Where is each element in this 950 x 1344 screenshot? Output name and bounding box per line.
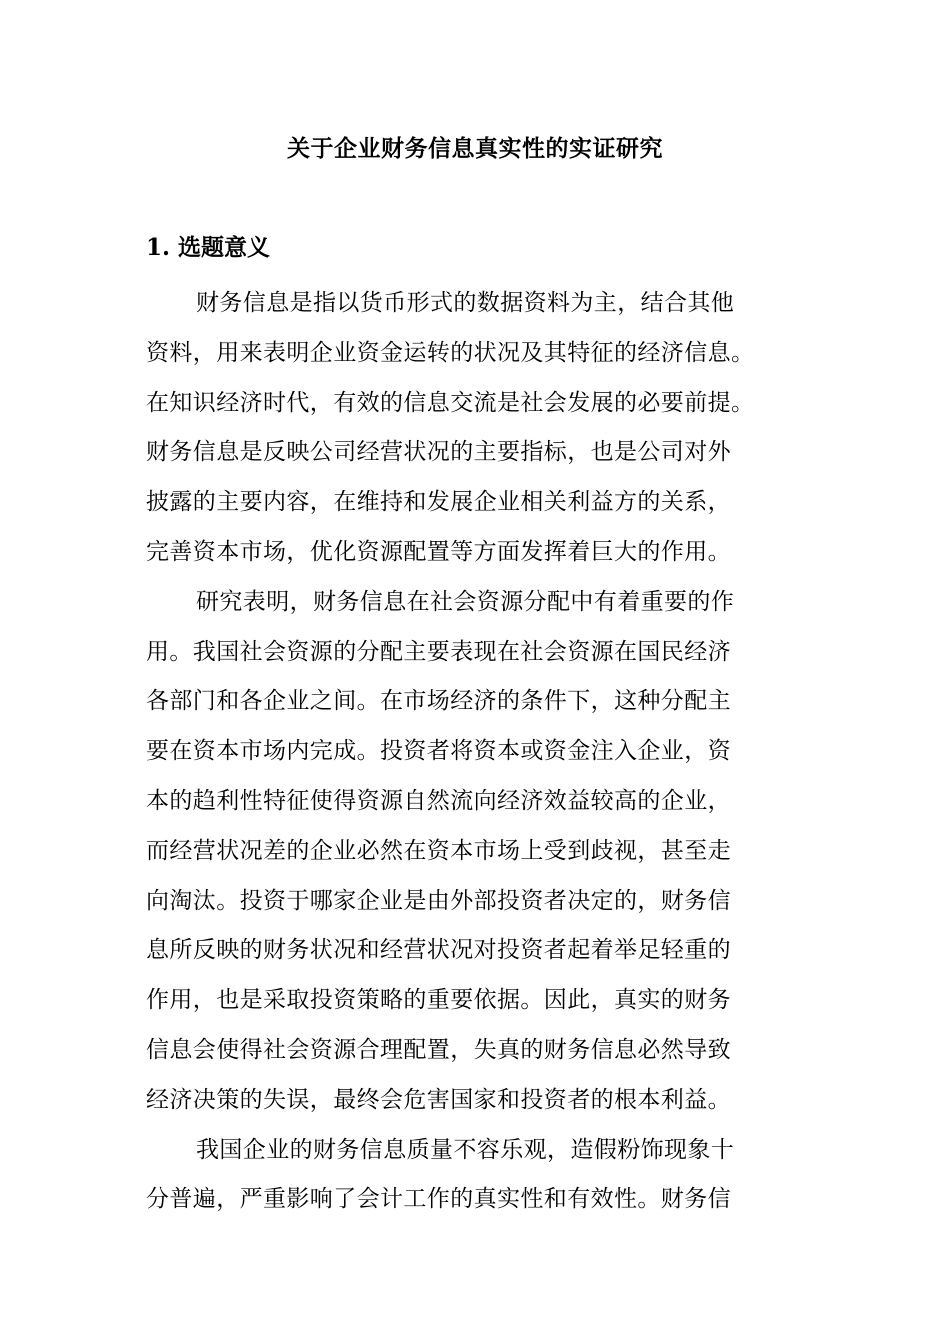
text-line: 资料，用来表明企业资金运转的状况及其特征的经济信息。 [146, 339, 755, 366]
section-heading: 1. 选题意义 [146, 234, 271, 261]
text-line: 研究表明，财务信息在社会资源分配中有着重要的作 [196, 588, 735, 615]
text-line: 分普遍，严重影响了会计工作的真实性和有效性。财务信 [146, 1186, 731, 1213]
text-line: 财务信息是反映公司经营状况的主要指标，也是公司对外 [146, 439, 731, 466]
text-line: 要在资本市场内完成。投资者将资本或资金注入企业，资 [146, 738, 731, 765]
text-line: 财务信息是指以货币形式的数据资料为主，结合其他 [196, 290, 735, 316]
text-line: 而经营状况差的企业必然在资本市场上受到歧视，甚至走 [146, 837, 731, 864]
text-line: 用。我国社会资源的分配主要表现在社会资源在国民经济 [146, 638, 731, 665]
text-line: 披露的主要内容，在维持和发展企业相关利益方的关系， [146, 489, 731, 516]
text-line: 向淘汰。投资于哪家企业是由外部投资者决定的，财务信 [146, 887, 731, 914]
text-line: 完善资本市场，优化资源配置等方面发挥着巨大的作用。 [146, 538, 731, 565]
text-line: 信息会使得社会资源合理配置，失真的财务信息必然导致 [146, 1036, 731, 1063]
text-line: 经济决策的失误，最终会危害国家和投资者的根本利益。 [146, 1086, 731, 1113]
body-text [146, 279, 791, 1225]
text-line: 息所反映的财务状况和经营状况对投资者起着举足轻重的 [146, 937, 731, 964]
text-line: 本的趋利性特征使得资源自然流向经济效益较高的企业， [146, 787, 731, 814]
text-line: 在知识经济时代，有效的信息交流是社会发展的必要前提。 [146, 389, 755, 416]
document-title: 关于企业财务信息真实性的实证研究 [287, 135, 663, 162]
text-line: 作用，也是采取投资策略的重要依据。因此，真实的财务 [146, 987, 731, 1014]
text-line: 我国企业的财务信息质量不容乐观，造假粉饰现象十 [196, 1136, 735, 1163]
text-line: 各部门和各企业之间。在市场经济的条件下，这种分配主 [146, 688, 731, 715]
